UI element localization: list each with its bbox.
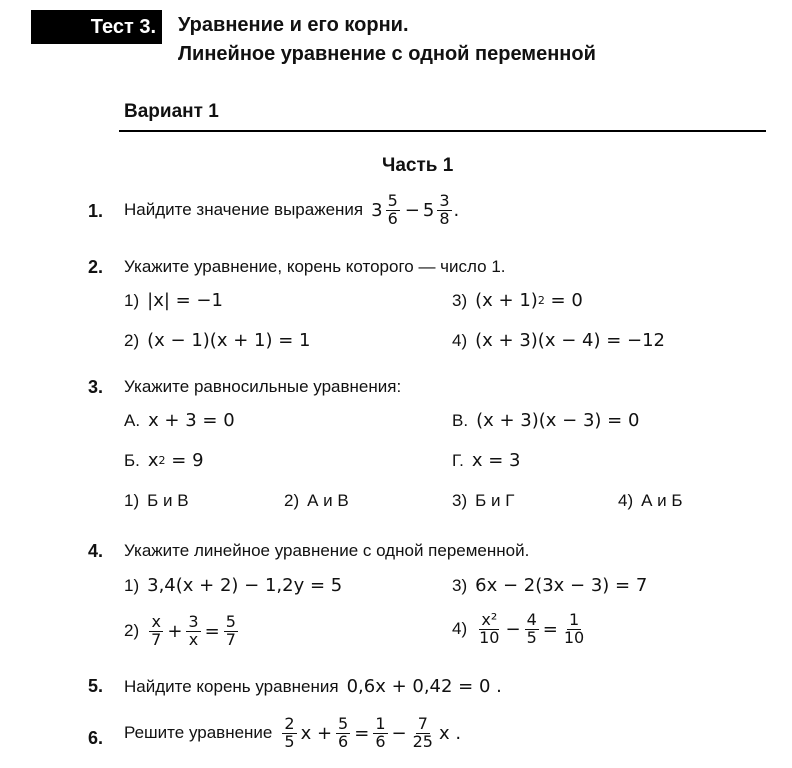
question-3-item-g — [452, 450, 521, 471]
denominator: 10 — [563, 627, 585, 647]
item-label: Б. — [124, 450, 140, 470]
option-expression: 3,4(x + 2) − 1,2y = 5 — [147, 575, 343, 596]
equals-sign: = — [354, 722, 370, 744]
exponent: 2 — [158, 454, 166, 467]
item-label: В. — [452, 410, 469, 430]
denominator: x — [188, 629, 199, 649]
option-expression: (x − 1)(x + 1) = 1 — [147, 330, 311, 351]
minus-sign: − — [505, 618, 521, 640]
fraction — [336, 716, 350, 751]
expression-rest: = 0 — [544, 290, 583, 311]
variant-heading: Вариант 1 — [124, 101, 219, 122]
question-4-text: Укажите линейное уравнение с одной переменной. — [124, 541, 530, 560]
option-label: 4) — [452, 330, 468, 350]
option-expression — [475, 612, 588, 647]
fraction — [224, 614, 238, 649]
option-label: 3) — [452, 290, 468, 310]
numerator: 3 — [188, 612, 199, 631]
fraction — [386, 193, 400, 228]
expression-rest: = 9 — [165, 450, 204, 471]
denominator: 25 — [412, 731, 433, 751]
question-3-text: Укажите равносильные уравнения: — [124, 377, 402, 396]
denominator: 6 — [387, 208, 398, 228]
fraction — [186, 614, 200, 649]
answer-text: А и В — [307, 491, 349, 510]
question-3-answer-3 — [452, 491, 514, 511]
answer-text: Б и В — [147, 491, 189, 510]
fraction — [437, 193, 451, 228]
whole-part: 3 — [371, 199, 383, 221]
question-2-option-1 — [124, 290, 223, 311]
question-1 — [124, 193, 459, 228]
title-line-2: Линейное уравнение с одной переменной — [178, 43, 596, 65]
item-expression: x + 3 = 0 — [148, 410, 235, 431]
question-5-text: Найдите корень уравнения — [124, 676, 339, 696]
part-heading: Часть 1 — [382, 155, 454, 176]
question-3-number: 3. — [88, 377, 104, 397]
denominator: 6 — [338, 731, 349, 751]
question-2-option-4 — [452, 330, 665, 351]
test-label: Тест 3. — [90, 15, 156, 38]
fraction — [411, 716, 435, 751]
option-expression — [147, 614, 240, 649]
numerator: 2 — [284, 714, 295, 733]
option-label: 1) — [124, 575, 140, 595]
question-3-item-b — [124, 450, 204, 471]
question-4-option-1 — [124, 575, 342, 596]
question-2-text: Укажите уравнение, корень которого — число 1. — [124, 257, 506, 276]
question-3-answer-1 — [124, 491, 189, 511]
term: x + — [300, 722, 333, 744]
numerator: 3 — [439, 191, 450, 210]
question-6 — [124, 716, 461, 751]
denominator: 10 — [479, 627, 500, 647]
numerator: 5 — [225, 612, 236, 631]
question-4-option-2 — [124, 614, 240, 649]
question-4-option-4 — [452, 612, 588, 647]
answer-text: Б и Г — [475, 491, 515, 510]
fraction — [525, 612, 539, 647]
denominator: 8 — [439, 208, 450, 228]
question-6-number: 6. — [88, 728, 104, 748]
denominator: 5 — [526, 627, 537, 647]
option-label: 1) — [124, 290, 140, 310]
question-3-item-a — [124, 410, 235, 431]
question-6-expression — [280, 716, 461, 751]
numerator: 5 — [338, 714, 349, 733]
term: x . — [438, 722, 462, 744]
answer-label: 1) — [124, 491, 140, 510]
question-5-expression: 0,6x + 0,42 = 0 . — [346, 676, 502, 697]
question-5 — [124, 676, 502, 697]
answer-label: 2) — [284, 491, 300, 510]
item-expression — [148, 450, 204, 471]
fraction — [562, 612, 586, 647]
plus-sign: + — [167, 620, 183, 642]
equals-sign: = — [204, 620, 220, 642]
minus-sign: − — [404, 199, 420, 221]
fraction — [373, 716, 387, 751]
option-expression: (x + 3)(x − 4) = −12 — [475, 330, 665, 351]
option-expression — [475, 290, 583, 311]
option-expression: |x| = −1 — [147, 290, 223, 311]
period: . — [453, 199, 460, 221]
question-1-number: 1. — [88, 201, 104, 221]
question-1-text: Найдите значение выражения — [124, 200, 364, 220]
equals-sign: = — [542, 618, 558, 640]
question-1-expression — [371, 193, 459, 228]
fraction — [477, 612, 501, 647]
numerator: 1 — [375, 714, 386, 733]
question-4-number: 4. — [88, 541, 104, 561]
item-label: Г. — [452, 450, 464, 470]
expression-base: (x + 1) — [475, 290, 538, 311]
question-3-answer-2 — [284, 491, 349, 511]
numerator: 1 — [568, 610, 580, 629]
question-2-option-2 — [124, 330, 310, 351]
option-label: 2) — [124, 621, 140, 641]
answer-text: А и Б — [641, 491, 683, 510]
item-expression: x = 3 — [471, 450, 521, 471]
numerator: 4 — [526, 610, 537, 629]
option-expression: 6x − 2(3x − 3) = 7 — [475, 575, 648, 596]
question-3-item-v — [452, 410, 639, 431]
answer-label: 4) — [618, 491, 634, 510]
option-label: 3) — [452, 575, 468, 595]
exponent: 2 — [537, 294, 545, 307]
option-label: 4) — [452, 619, 468, 639]
numerator: x — [151, 612, 161, 631]
title-line-1: Уравнение и его корни. — [178, 14, 409, 36]
item-label: А. — [124, 410, 141, 430]
question-2-option-3 — [452, 290, 583, 311]
denominator: 5 — [284, 731, 295, 751]
fraction — [282, 716, 296, 751]
variant-divider — [119, 130, 766, 132]
question-2-number: 2. — [88, 257, 104, 277]
numerator: x² — [481, 610, 498, 629]
denominator: 6 — [375, 731, 386, 751]
expression-base: x — [147, 450, 159, 471]
question-4-option-3 — [452, 575, 647, 596]
fraction — [149, 614, 163, 649]
denominator: 7 — [225, 629, 236, 649]
item-expression: (x + 3)(x − 3) = 0 — [476, 410, 640, 431]
answer-label: 3) — [452, 491, 468, 510]
numerator: 5 — [387, 191, 398, 210]
whole-part: 5 — [422, 199, 435, 221]
question-5-number: 5. — [88, 676, 104, 696]
denominator: 7 — [151, 629, 162, 649]
numerator: 7 — [417, 714, 428, 733]
option-label: 2) — [124, 330, 140, 350]
question-6-text: Решите уравнение — [124, 723, 273, 743]
minus-sign: − — [391, 722, 407, 744]
test-number-badge — [31, 10, 162, 44]
question-3-answer-4 — [618, 491, 683, 511]
